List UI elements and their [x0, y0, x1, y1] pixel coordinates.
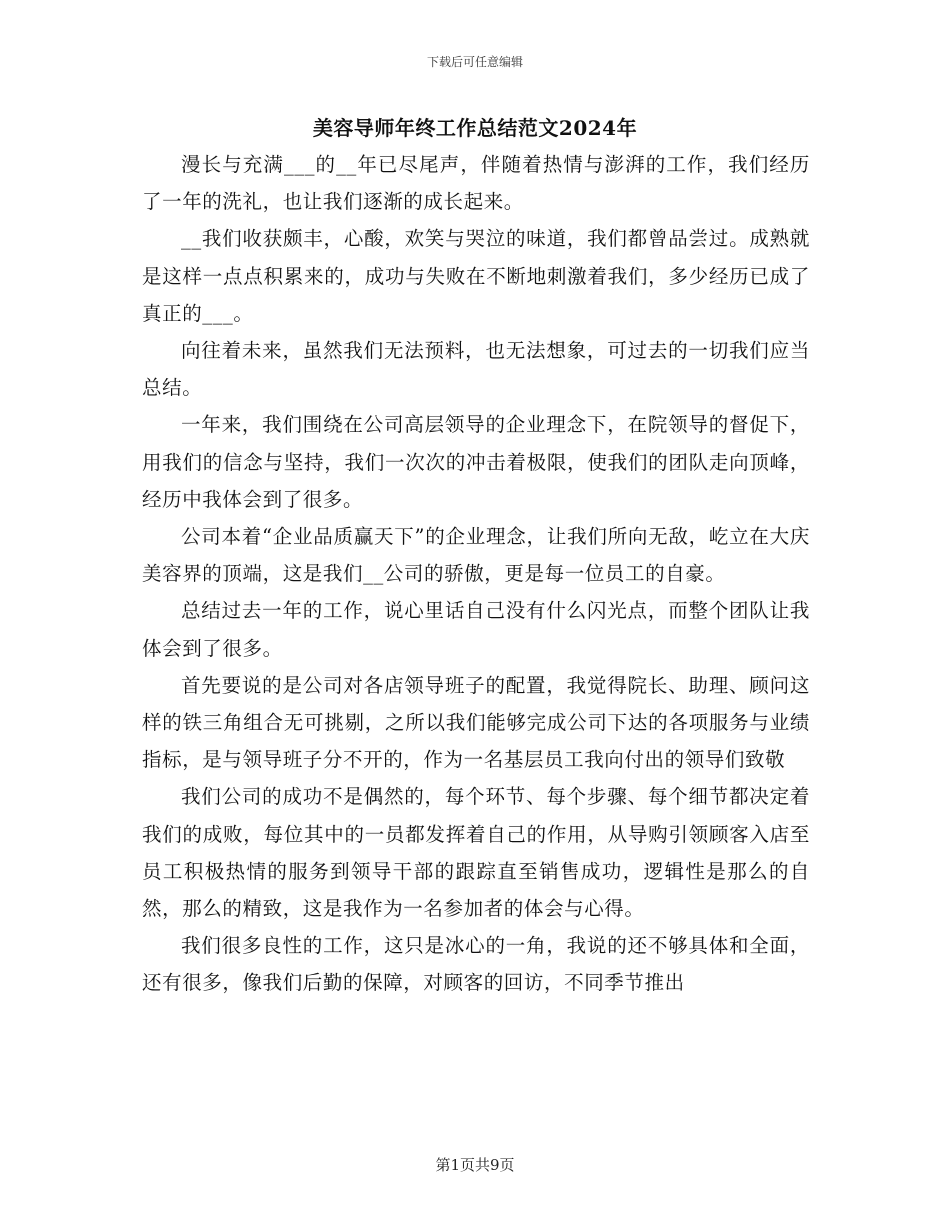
- paragraph: 公司本着“企业品质赢天下”的企业理念，让我们所向无敌，屹立在大庆美容界的顶端，这是我们__公司的骄傲，更是每一位员工的自豪。: [142, 525, 810, 586]
- paragraph: 总结过去一年的工作，说心里话自己没有什么闪光点，而整个团队让我体会到了很多。: [142, 599, 810, 660]
- paragraph: 向往着未来，虽然我们无法预料，也无法想象，可过去的一切我们应当总结。: [142, 339, 810, 400]
- paragraph: 漫长与充满___的__年已尽尾声，伴随着热情与澎湃的工作，我们经历了一年的洗礼，也让我们逐渐的成长起来。: [142, 153, 810, 214]
- document-title: 美容导师年终工作总结范文2024年: [312, 116, 638, 140]
- document-body: [142, 146, 810, 1002]
- page-header-note: 下载后可任意编辑: [426, 55, 523, 69]
- paragraph: __我们收获颇丰，心酸，欢笑与哭泣的味道，我们都曾品尝过。成熟就是这样一点点积累来的，成功与失败在不断地刺激着我们，多少经历已成了真正的___。: [142, 227, 810, 325]
- paragraph: 我们公司的成功不是偶然的，每个环节、每个步骤、每个细节都决定着我们的成败，每位其中的一员都发挥着自己的作用，从导购引领顾客入店至员工积极热情的服务到领导干部的跟踪直至销售成功，逻辑性是那么的自然，那么的精致，这是我作为一名参加者的体会与心得。: [142, 785, 810, 921]
- paragraph: 一年来，我们围绕在公司高层领导的企业理念下，在院领导的督促下，用我们的信念与坚持，我们一次次的冲击着极限，使我们的团队走向顶峰，经历中我体会到了很多。: [142, 413, 810, 511]
- paragraph: 我们很多良性的工作，这只是冰心的一角，我说的还不够具体和全面，还有很多，像我们后勤的保障，对顾客的回访，不同季节推出: [142, 934, 810, 995]
- page-number: 第1页共9页: [435, 1156, 515, 1174]
- paragraph: 首先要说的是公司对各店领导班子的配置，我觉得院长、助理、顾问这样的铁三角组合无可挑剔，之所以我们能够完成公司下达的各项服务与业绩指标，是与领导班子分不开的，作为一名基层员工我向付出的领导们致敬: [142, 673, 810, 772]
